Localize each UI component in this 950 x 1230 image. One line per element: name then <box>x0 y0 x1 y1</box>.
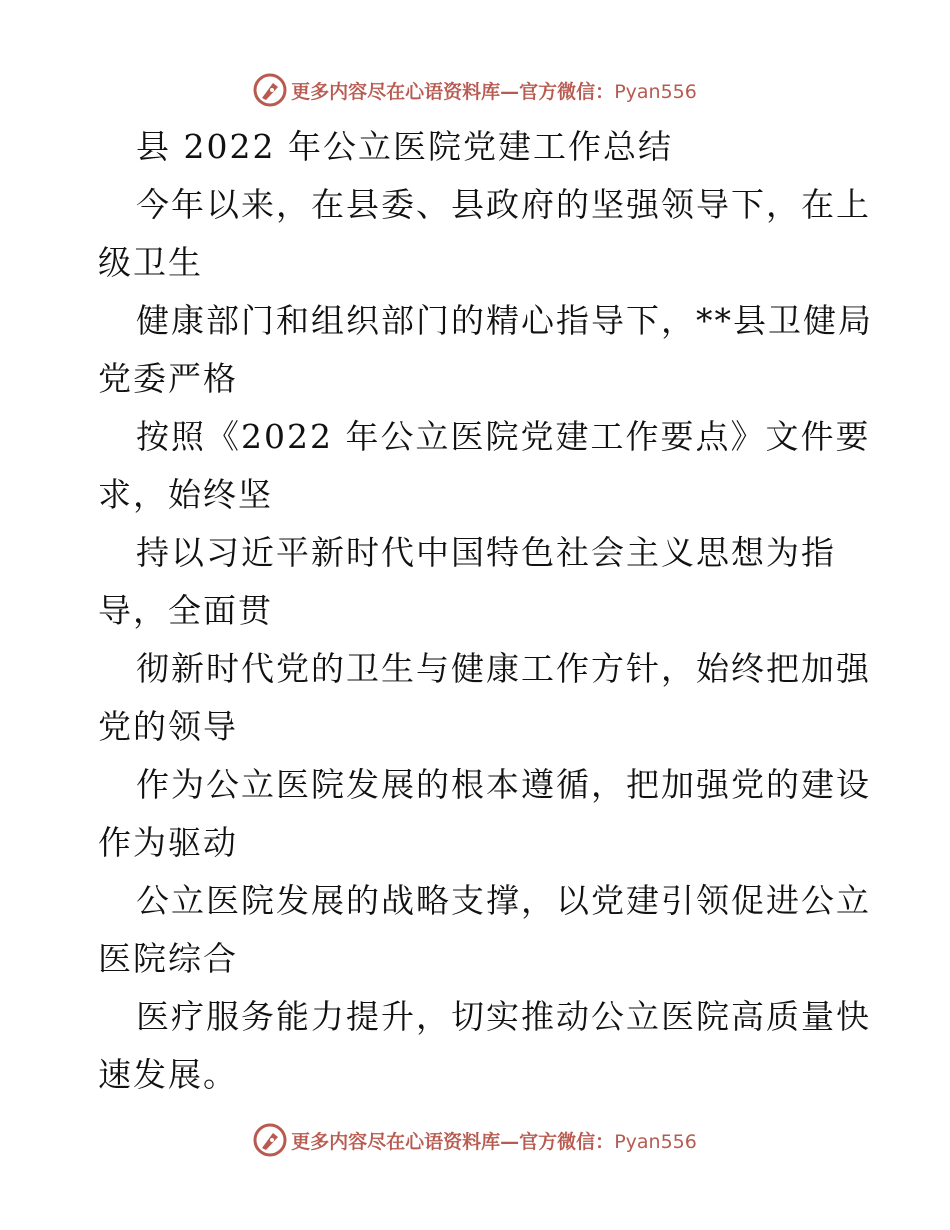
watermark-dash: — <box>500 1130 520 1153</box>
paragraph-line: 党的领导 <box>98 707 238 746</box>
paragraph-line: 今年以来，在县委、县政府的坚强领导下，在上 <box>136 185 871 224</box>
paragraph-line: 求，始终坚 <box>98 475 273 514</box>
watermark-dash: — <box>500 80 520 103</box>
paragraph-line: 作为驱动 <box>98 823 238 862</box>
paragraph-line: 按照《2022 年公立医院党建工作要点》文件要 <box>136 417 871 456</box>
watermark-wechat-id: Pyan556 <box>614 80 697 103</box>
header-watermark <box>0 68 950 112</box>
paragraph-line: 健康部门和组织部门的精心指导下，**县卫健局 <box>136 301 873 340</box>
footer-watermark <box>0 1118 950 1162</box>
document-title: 县 2022 年公立医院党建工作总结 <box>136 127 673 166</box>
paragraph-line: 导，全面贯 <box>98 591 273 630</box>
watermark-wechat-label: 官方微信： <box>519 80 615 103</box>
paragraph-line: 作为公立医院发展的根本遵循，把加强党的建设 <box>136 765 871 804</box>
paragraph-line: 级卫生 <box>98 243 203 282</box>
paragraph-line: 公立医院发展的战略支撑，以党建引领促进公立 <box>136 881 871 920</box>
paragraph-line: 彻新时代党的卫生与健康工作方针，始终把加强 <box>136 649 871 688</box>
watermark-wechat-label: 官方微信： <box>519 1130 615 1153</box>
paragraph-line: 医疗服务能力提升，切实推动公立医院高质量快 <box>136 997 871 1036</box>
paragraph-line: 医院综合 <box>98 939 238 978</box>
paragraph-line: 速发展。 <box>98 1055 238 1094</box>
pen-nib-seal-icon <box>253 1123 287 1157</box>
watermark-wechat-id: Pyan556 <box>614 1130 697 1153</box>
paragraph-line: 党委严格 <box>98 359 238 398</box>
paragraph-line: 持以习近平新时代中国特色社会主义思想为指 <box>136 533 836 572</box>
pen-nib-seal-icon <box>253 73 287 107</box>
watermark-main-text: 更多内容尽在心语资料库 <box>291 1130 501 1153</box>
document-body <box>98 118 873 1104</box>
watermark-main-text: 更多内容尽在心语资料库 <box>291 80 501 103</box>
